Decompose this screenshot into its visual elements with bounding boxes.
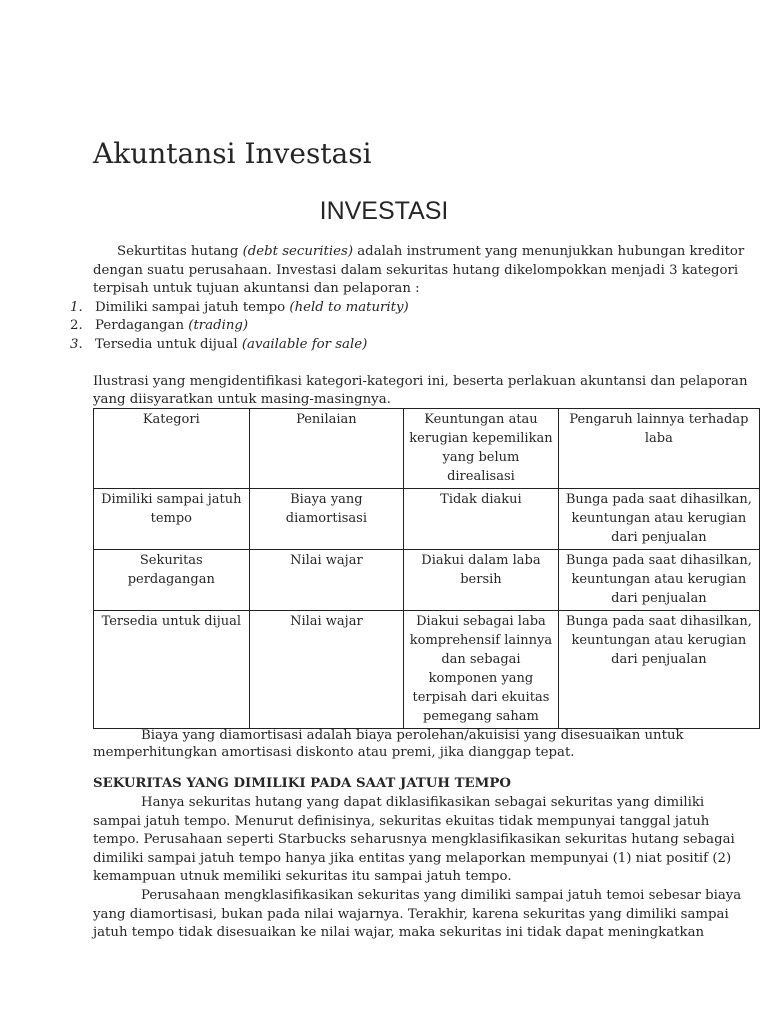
intro-italic: (debt securities) — [242, 244, 354, 259]
table-cell: Bunga pada saat dihasilkan, keuntungan atau kerugian dari penjualan — [558, 489, 759, 550]
table-header-cell: Pengaruh lainnya terhadap laba — [558, 409, 759, 489]
table-cell: Diakui sebagai laba komprehensif lainnya dan sebagai komponen yang terpisah dari ekuitas pemegang saham — [404, 611, 559, 729]
table-cell: Tersedia untuk dijual — [94, 611, 250, 729]
list-item — [70, 299, 409, 317]
list-italic: (trading) — [188, 318, 249, 333]
category-table — [93, 408, 760, 729]
table-row — [94, 611, 760, 729]
list-number: 3. — [70, 337, 83, 352]
illustration-line-1: Ilustrasi yang mengidentifikasi kategori-kategori ini, beserta perlakuan akuntansi dan pelaporan — [93, 374, 748, 389]
section-heading: INVESTASI — [319, 197, 449, 225]
list-item — [70, 336, 367, 354]
table-header-row — [94, 409, 760, 489]
intro-text: Sekurtitas hutang — [117, 244, 243, 259]
table-header-cell: Penilaian — [249, 409, 404, 489]
amortized-line-2: memperhitungkan amortisasi diskonto atau premi, jika dianggap tepat. — [93, 745, 575, 760]
table-cell: Nilai wajar — [249, 611, 404, 729]
intro-rest: adalah instrument yang menunjukkan hubungan kreditor — [353, 244, 745, 259]
table-cell: Tidak diakui — [404, 489, 559, 550]
table-cell: Bunga pada saat dihasilkan, keuntungan atau kerugian dari penjualan — [558, 611, 759, 729]
table-row — [94, 489, 760, 550]
intro-line-3: terpisah untuk tujuan akuntansi dan pelaporan : — [93, 281, 420, 296]
paragraph-line: Perusahaan mengklasifikasikan sekuritas yang dimiliki sampai jatuh temoi sebesar biaya — [141, 888, 742, 903]
paragraph-line: tempo. Perusahaan seperti Starbucks seharusnya mengklasifikasikan sekuritas hutang sebagai — [93, 832, 735, 847]
table-cell: Biaya yang diamortisasi — [249, 489, 404, 550]
list-italic: (held to maturity) — [289, 300, 409, 315]
amortized-line-1: Biaya yang diamortisasi adalah biaya perolehan/akuisisi yang disesuaikan untuk — [141, 728, 684, 743]
paragraph-line: dimiliki sampai jatuh tempo hanya jika entitas yang melaporkan mempunyai (1) niat positif (2) — [93, 851, 732, 866]
list-text: Tersedia untuk dijual — [95, 337, 242, 352]
list-italic: (available for sale) — [241, 337, 368, 352]
paragraph-line: yang diamortisasi, bukan pada nilai wajarnya. Terakhir, karena sekuritas yang dimiliki sampai — [93, 907, 729, 922]
table-header-cell: Kategori — [94, 409, 250, 489]
table-cell: Diakui dalam laba bersih — [404, 550, 559, 611]
document-title: Akuntansi Investasi — [93, 137, 372, 170]
table-header-cell: Keuntungan atau kerugian kepemilikan yang belum direalisasi — [404, 409, 559, 489]
list-number: 1. — [70, 300, 83, 315]
illustration-line-2: yang diisyaratkan untuk masing-masingnya. — [93, 392, 391, 406]
table-cell: Bunga pada saat dihasilkan, keuntungan atau kerugian dari penjualan — [558, 550, 759, 611]
intro-line-1 — [117, 243, 744, 261]
intro-line-2: dengan suatu perusahaan. Investasi dalam sekuritas hutang dikelompokkan menjadi 3 kategori — [93, 263, 739, 278]
paragraph-line: Hanya sekuritas hutang yang dapat diklasifikasikan sebagai sekuritas yang dimiliki — [141, 795, 705, 810]
list-number: 2. — [70, 318, 83, 333]
subsection-heading: SEKURITAS YANG DIMILIKI PADA SAAT JATUH TEMPO — [93, 776, 511, 791]
table-row — [94, 550, 760, 611]
table-cell: Dimiliki sampai jatuh tempo — [94, 489, 250, 550]
table-cell: Sekuritas perdagangan — [94, 550, 250, 611]
list-text: Dimiliki sampai jatuh tempo — [95, 300, 290, 315]
paragraph-line: jatuh tempo tidak disesuaikan ke nilai wajar, maka sekuritas ini tidak dapat meningkatkan — [93, 925, 705, 940]
list-item — [70, 317, 248, 335]
paragraph-line: sampai jatuh tempo. Menurut definisinya, sekuritas ekuitas tidak mempunyai tanggal jatuh — [93, 814, 710, 829]
table-cell: Nilai wajar — [249, 550, 404, 611]
paragraph-line: kemampuan utnuk memiliki sekuritas itu sampai jatuh tempo. — [93, 869, 512, 884]
list-text: Perdagangan — [95, 318, 189, 333]
